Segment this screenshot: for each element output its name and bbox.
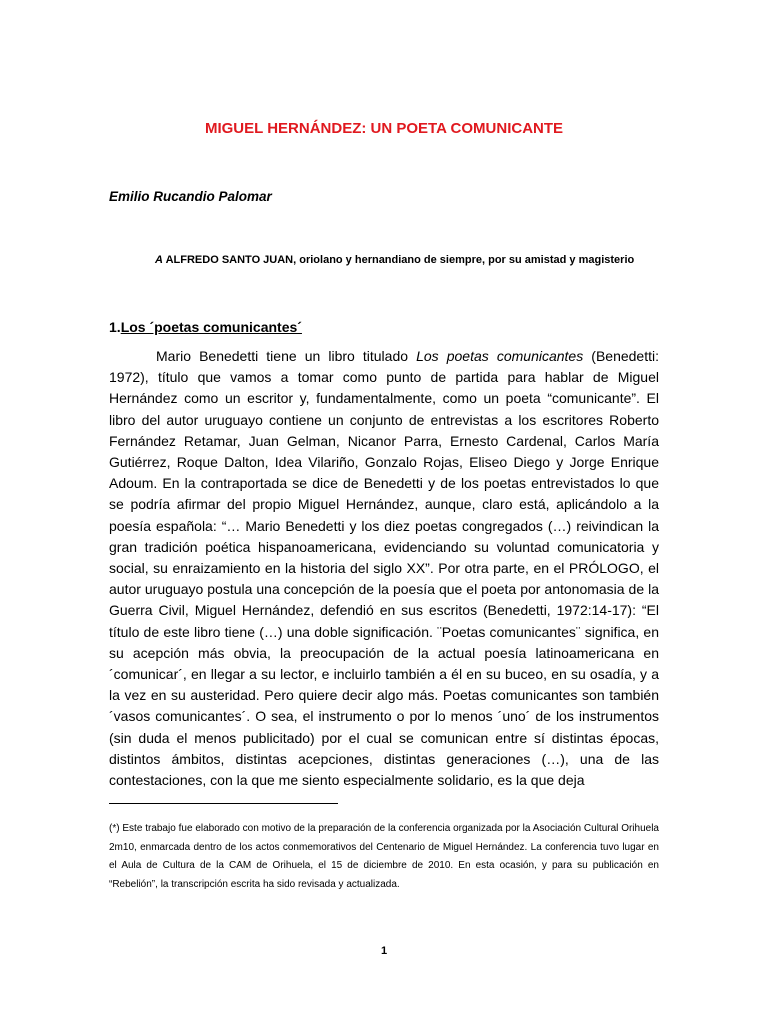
book-title: Los poetas comunicantes	[416, 348, 584, 364]
section-heading	[109, 319, 302, 335]
section-number: 1.	[109, 319, 121, 335]
paragraph-part-1: Mario Benedetti tiene un libro titulado	[156, 348, 417, 364]
document-title: MIGUEL HERNÁNDEZ: UN POETA COMUNICANTE	[204, 120, 564, 137]
dedication	[155, 254, 634, 266]
body-paragraph	[109, 346, 659, 791]
section-title: Los ´poetas comunicantes´	[120, 319, 302, 335]
author-name: Emilio Rucandio Palomar	[109, 189, 272, 204]
page-number: 1	[380, 945, 388, 957]
footnote: (*) Este trabajo fue elaborado con motivo de la preparación de la conferencia organizada por la Asociación Cultural Orihuela 2m10, enmarcada dentro de los actos conmemorativos del Centenario de Miguel Hernández. La conferencia tuvo lugar en el Aula de Cultura de la CAM de Orihuela, el 15 de diciembre de 2010. En esta ocasión, y para su publicación en “Rebelión”, la transcripción escrita ha sido revisada y actualizada.	[109, 823, 659, 890]
dedication-text: ALFREDO SANTO JUAN, oriolano y hernandiano de siempre, por su amistad y magisterio	[162, 254, 635, 266]
footnote-separator	[109, 803, 338, 804]
paragraph-part-2: (Benedetti: 1972), título que vamos a tomar como punto de partida para hablar de Miguel Hernández como un escritor y, fundamentalmente, como un poeta “comunicante”. El libro del autor uruguayo contiene un conjunto de entrevistas a los escritores Roberto Fernández Retamar, Juan Gelman, Nicanor Parra, Ernesto Cardenal, Carlos María Gutiérrez, Roque Dalton, Idea Vilariño, Gonzalo Rojas, Eliseo Diego y Jorge Enrique Adoum. En la contraportada se dice de Benedetti y de los poetas entrevistados lo que se podría afirmar del propio Miguel Hernández, aunque, claro está, aplicándolo a la poesía española: “… Mario Benedetti y los diez poetas congregados (…) reivindican la gran tradición poética hispanoamericana, evidenciando su voluntad comunicatoria y social, su enraizamiento en la historia del siglo XX”. Por otra parte, en el PRÓLOGO, el autor uruguayo postula una concepción de la poesía que el poeta por antonomasia de la Guerra Civil, Miguel Hernández, defendió en sus escritos (Benedetti, 1972:14-17): “El título de este libro tiene (…) una doble significación. ¨Poetas comunicantes¨ significa, en su acepción más obvia, la preocupación de la actual poesía latinoamericana en ´comunicar´, en llegar a su lector, e incluirlo también a él en su buceo, en su osadía, y a la vez en su austeridad. Pero quiere decir algo más. Poetas comunicantes son también ´vasos comunicantes´. O sea, el instrumento o por lo menos ´uno´ de los instrumentos (sin duda el menos publicitado) por el cual se comunican entre sí distintas épocas, distintos ámbitos, distintas acepciones, distintas generaciones (…), una de las contestaciones, con la que me siento especialmente solidario, es la que deja	[109, 348, 659, 789]
dedication-prefix: A	[155, 254, 163, 266]
